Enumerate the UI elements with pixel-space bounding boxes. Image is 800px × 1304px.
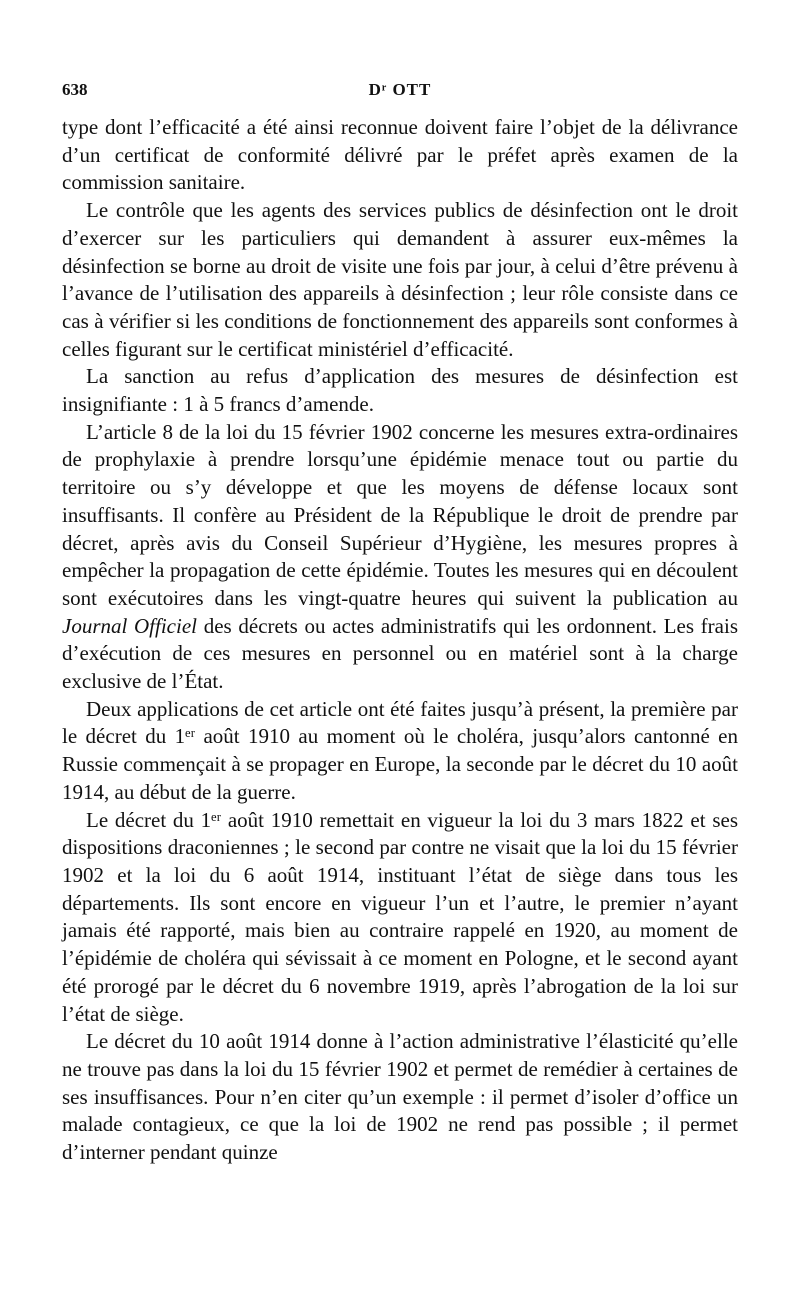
paragraph: Le décret du 10 août 1914 donne à l’action administrative l’élasticité qu’elle ne trouve pas dans la loi du 15 février 1902 et permet de remédier à certaines de ses insuffisances. Pour n’en citer qu’un exemple : il permet d’isoler d’office un malade contagieux, ce que la loi de 1902 ne rend pas possible ; il permet d’interner pendant quinze — [62, 1029, 738, 1165]
running-head: Dʳ OTT — [368, 80, 432, 99]
paragraph: type dont l’efficacité a été ainsi reconnue doivent faire l’objet de la délivrance d’un certificat de conformité délivré par le préfet après examen de la commission sanitaire. — [62, 115, 738, 195]
journal-title: Journal Officiel — [62, 613, 197, 638]
book-page — [62, 80, 738, 1167]
body-text — [62, 114, 738, 1167]
paragraph-text: des décrets ou actes administratifs qui les ordonnent. Les frais d’exécution de ces mesures en personnel ou en matériel sont à la charge exclusive de l’État. — [62, 613, 738, 694]
paragraph: Le contrôle que les agents des services publics de désinfection ont le droit d’exercer sur les particuliers qui demandent à assurer eux-mêmes la désinfection se borne au droit de visite une fois par jour, à celui d’être prévenu à l’avance de l’utilisation des appareils à désinfection ; leur rôle consiste dans ce cas à vérifier si les conditions de fonctionnement des appareils sont conformes à celles figurant sur le certificat ministériel d’efficacité. — [62, 198, 738, 361]
paragraph — [62, 419, 738, 696]
paragraph-text: L’article 8 de la loi du 15 février 1902 concerne les mesures extra-ordinaires de prophylaxie à prendre lorsqu’une épidémie menace tout ou partie du territoire ou s’y développe et que les moyens de défense locaux sont insuffisants. Il confère au Président de la République le droit de prendre par décret, après avis du Conseil Supérieur d’Hygiène, les mesures propres à empêcher la propagation de cette épidémie. Toutes les mesures qui en découlent sont exécutoires dans les vingt-quatre heures qui suivent la publication au — [62, 419, 738, 610]
page-number: 638 — [62, 80, 88, 99]
paragraph: Le décret du 1ᵉʳ août 1910 remettait en vigueur la loi du 3 mars 1822 et ses dispositions draconiennes ; le second par contre ne visait que la loi du 15 février 1902 et la loi du 6 août 1914, instituant l’état de siège dans tous les départements. Ils sont encore en vigueur l’un et l’autre, le premier n’ayant jamais été rapporté, mais bien au contraire rappelé en 1920, au moment de l’épidémie de choléra qui sévissait à ce moment en Pologne, et le second ayant été prorogé par le décret du 6 novembre 1919, après l’abrogation de la loi sur l’état de siège. — [62, 807, 738, 1026]
paragraph: Deux applications de cet article ont été faites jusqu’à présent, la première par le décret du 1ᵉʳ août 1910 au moment où le choléra, jusqu’alors cantonné en Russie commençait à se propager en Europe, la seconde par le décret du 10 août 1914, au début de la guerre. — [62, 696, 738, 804]
page-header — [62, 80, 738, 104]
paragraph: La sanction au refus d’application des mesures de désinfection est insignifiante : 1 à 5 francs d’amende. — [62, 364, 738, 417]
